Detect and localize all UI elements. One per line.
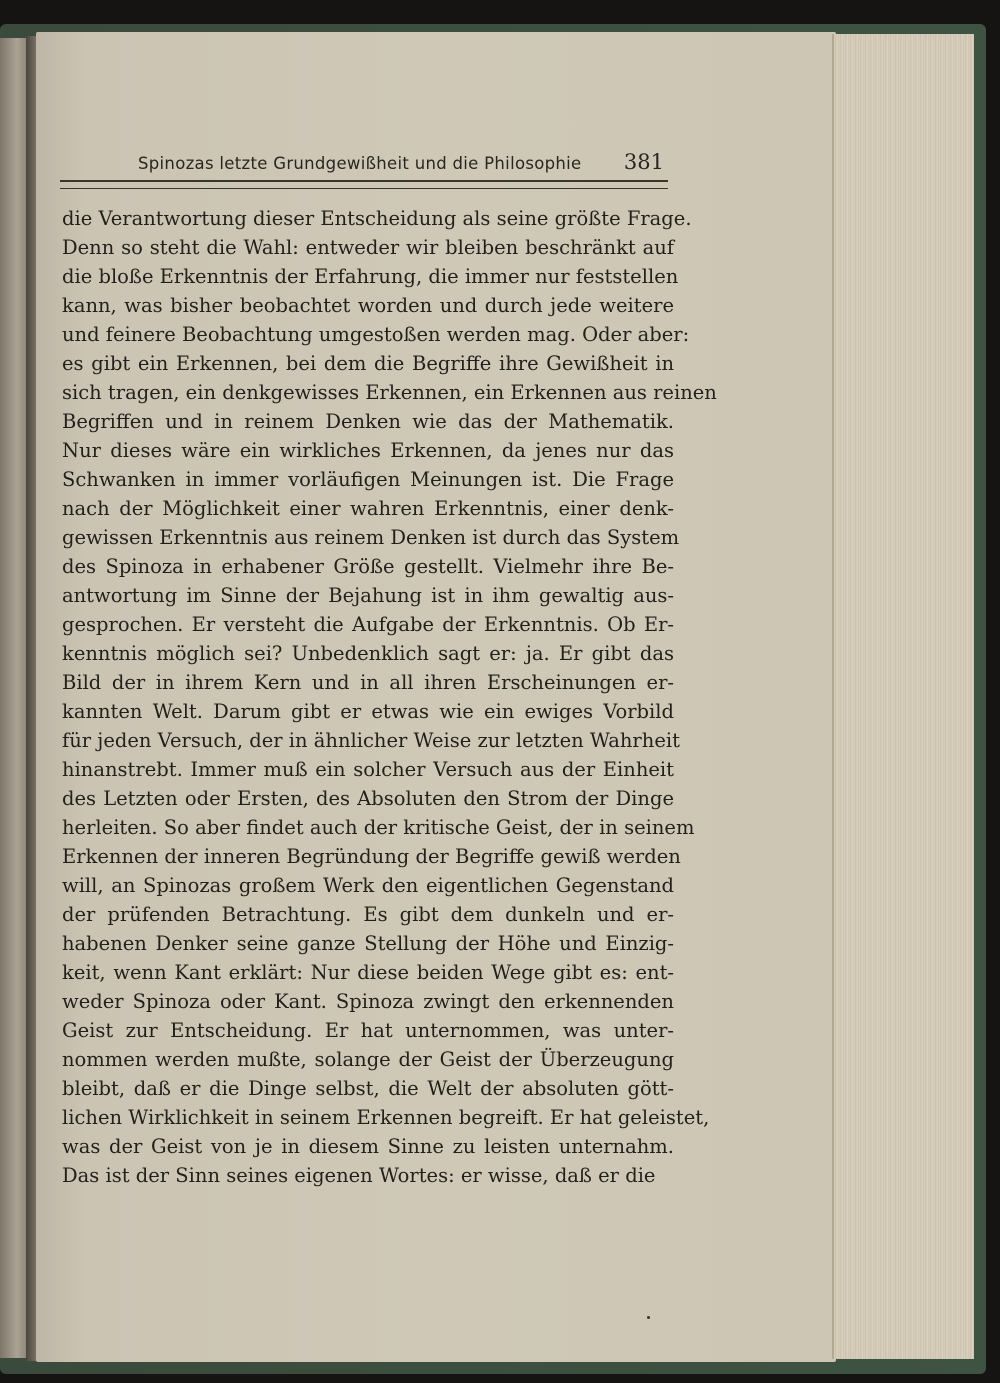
paper-speck bbox=[647, 1316, 650, 1319]
page-block-edges bbox=[832, 34, 974, 1359]
text-line: kannten Welt. Darum gibt er etwas wie ein ewiges Vorbild bbox=[62, 700, 674, 723]
text-line: was der Geist von je in diesem Sinne zu leisten unternahm. bbox=[62, 1135, 674, 1158]
text-line: habenen Denker seine ganze Stellung der Höhe und Einzig- bbox=[62, 932, 674, 955]
page-header bbox=[60, 148, 668, 182]
text-line: nommen werden mußte, solange der Geist der Überzeugung bbox=[62, 1048, 674, 1071]
text-line: Bild der in ihrem Kern und in all ihren Erscheinungen er- bbox=[62, 671, 674, 694]
text-line: Denn so steht die Wahl: entweder wir bleiben beschränkt auf bbox=[62, 236, 674, 259]
text-line: antwortung im Sinne der Bejahung ist in ihm gewaltig aus- bbox=[62, 584, 674, 607]
text-line: gewissen Erkenntnis aus reinem Denken ist durch das System bbox=[62, 526, 680, 549]
header-rule bbox=[60, 180, 668, 189]
body-text bbox=[62, 204, 717, 1190]
text-line: will, an Spinozas großem Werk den eigentlichen Gegenstand bbox=[62, 874, 674, 897]
text-line: lichen Wirklichkeit in seinem Erkennen begreift. Er hat geleistet, bbox=[62, 1106, 710, 1129]
text-line: Nur dieses wäre ein wirkliches Erkennen, da jenes nur das bbox=[62, 439, 674, 462]
text-line: kann, was bisher beobachtet worden und durch jede weitere bbox=[62, 294, 674, 317]
text-line: Das ist der Sinn seines eigenen Wortes: er wisse, daß er die bbox=[62, 1164, 656, 1187]
text-line: es gibt ein Erkennen, bei dem die Begriffe ihre Gewißheit in bbox=[62, 352, 674, 375]
text-line: des Letzten oder Ersten, des Absoluten den Strom der Dinge bbox=[62, 787, 674, 810]
text-line: Erkennen der inneren Begründung der Begriffe gewiß werden bbox=[62, 845, 681, 868]
text-line: Geist zur Entscheidung. Er hat unternommen, was unter- bbox=[62, 1019, 674, 1042]
page-number: 381 bbox=[623, 150, 664, 174]
running-head: Spinozas letzte Grundgewißheit und die Philosophie bbox=[138, 154, 582, 173]
text-line: kenntnis möglich sei? Unbedenklich sagt er: ja. Er gibt das bbox=[62, 642, 674, 665]
text-line: für jeden Versuch, der in ähnlicher Weise zur letzten Wahrheit bbox=[62, 729, 680, 752]
text-line: der prüfenden Betrachtung. Es gibt dem dunkeln und er- bbox=[62, 903, 674, 926]
text-line: hinanstrebt. Immer muß ein solcher Versuch aus der Einheit bbox=[62, 758, 674, 781]
text-line: und feinere Beobachtung umgestoßen werden mag. Oder aber: bbox=[62, 323, 690, 346]
text-line: die Verantwortung dieser Entscheidung als seine größte Frage. bbox=[62, 207, 692, 230]
text-line: Schwanken in immer vorläufigen Meinungen ist. Die Frage bbox=[62, 468, 674, 491]
text-line: gesprochen. Er versteht die Aufgabe der Erkenntnis. Ob Er- bbox=[62, 613, 674, 636]
text-line: sich tragen, ein denkgewisses Erkennen, ein Erkennen aus reinen bbox=[62, 381, 717, 404]
text-line: die bloße Erkenntnis der Erfahrung, die immer nur feststellen bbox=[62, 265, 679, 288]
text-line: bleibt, daß er die Dinge selbst, die Welt der absoluten gött- bbox=[62, 1077, 674, 1100]
text-line: Begriffen und in reinem Denken wie das der Mathematik. bbox=[62, 410, 674, 433]
text-line: nach der Möglichkeit einer wahren Erkenntnis, einer denk- bbox=[62, 497, 674, 520]
text-line: des Spinoza in erhabener Größe gestellt. Vielmehr ihre Be- bbox=[62, 555, 674, 578]
text-line: keit, wenn Kant erklärt: Nur diese beiden Wege gibt es: ent- bbox=[62, 961, 674, 984]
previous-page-edge bbox=[0, 38, 28, 1358]
text-line: herleiten. So aber findet auch der kritische Geist, der in seinem bbox=[62, 816, 695, 839]
text-line: weder Spinoza oder Kant. Spinoza zwingt den erkennenden bbox=[62, 990, 674, 1013]
